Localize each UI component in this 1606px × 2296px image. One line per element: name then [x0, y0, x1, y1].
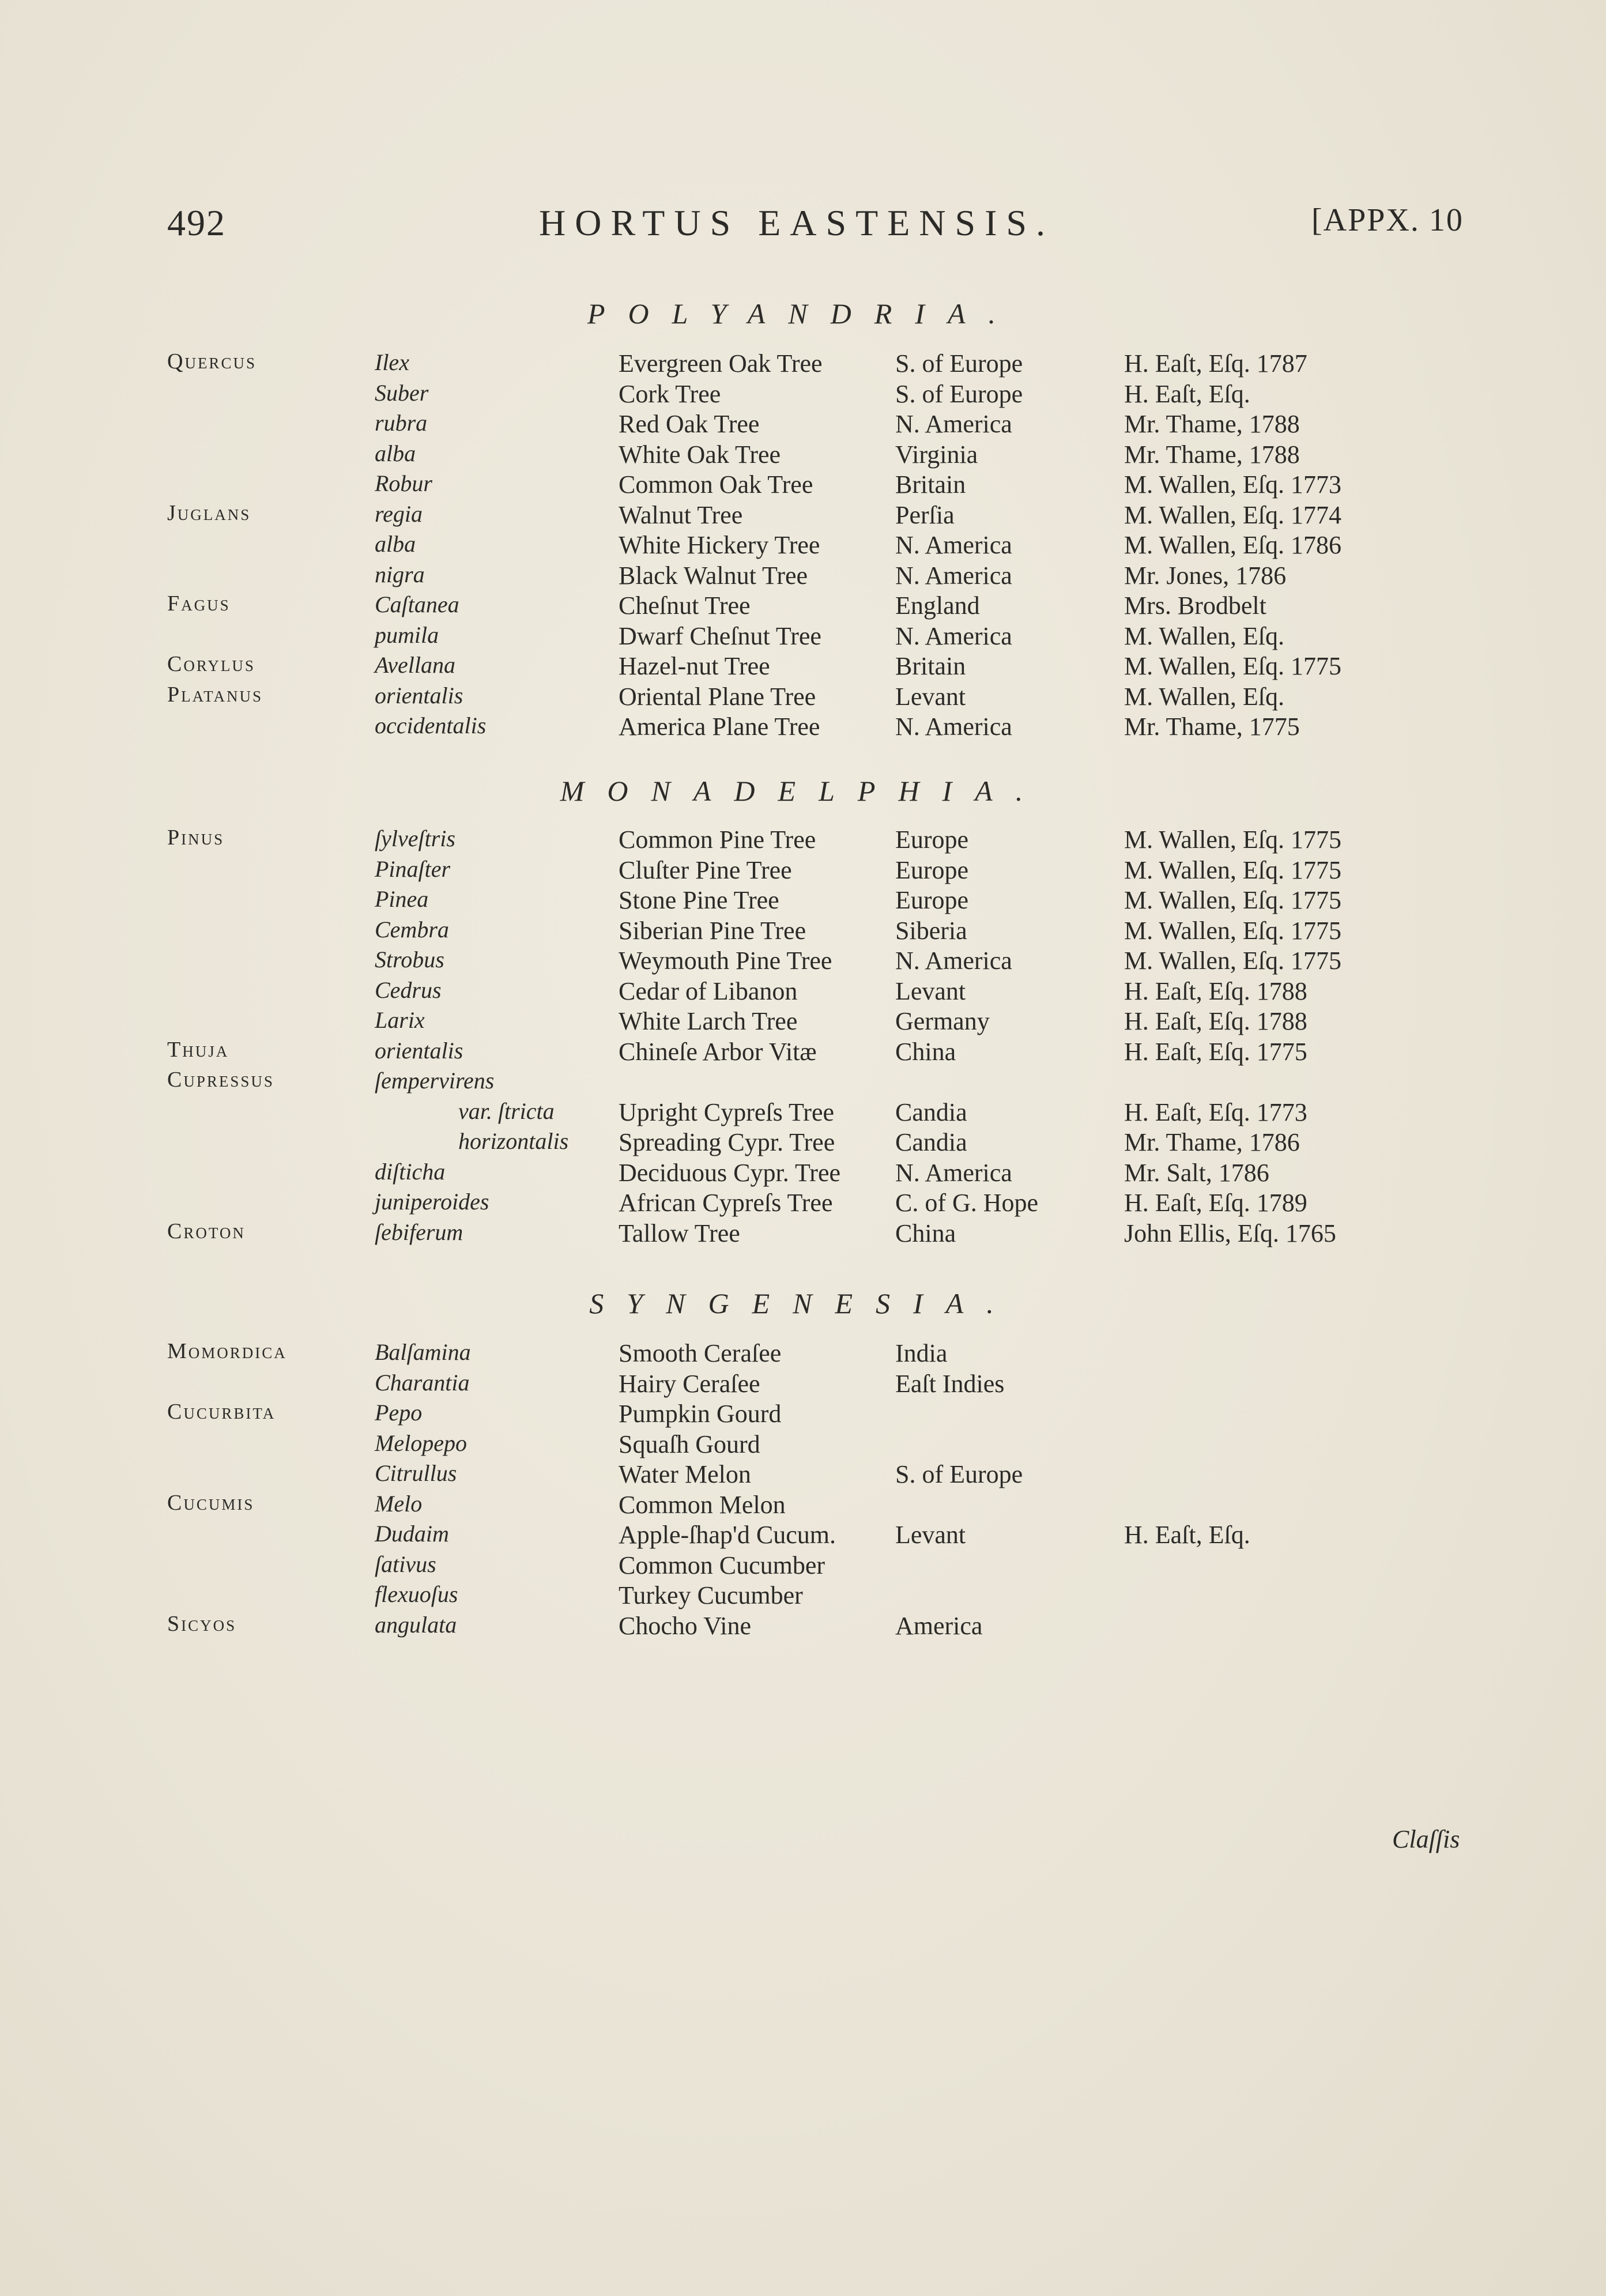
common-name: Cheſnut Tree — [619, 591, 751, 620]
native-region: India — [895, 1339, 948, 1367]
list-item — [0, 530, 1606, 561]
genus-name: Sicyos — [167, 1612, 237, 1636]
list-item — [0, 1430, 1606, 1460]
native-region: N. America — [895, 561, 1012, 590]
introduced-by: H. Eaſt, Eſq. 1788 — [1124, 1007, 1307, 1035]
list-item — [0, 440, 1606, 470]
list-item — [0, 349, 1606, 379]
common-name: Common Cucumber — [619, 1551, 825, 1579]
species-name: Pinea — [375, 886, 429, 912]
species-name: juniperoides — [375, 1189, 489, 1215]
native-region: S. of Europe — [895, 349, 1023, 378]
list-item — [0, 885, 1606, 916]
genus-name: Cupressus — [167, 1068, 274, 1092]
list-item — [0, 1611, 1606, 1642]
species-name: Pepo — [375, 1400, 423, 1426]
common-name: Tallow Tree — [619, 1219, 740, 1247]
species-name: Strobus — [375, 947, 444, 972]
species-name: flexuoſus — [375, 1581, 458, 1607]
list-item — [0, 1460, 1606, 1490]
species-name: var. ſtricta — [458, 1098, 555, 1124]
common-name: Deciduous Cypr. Tree — [619, 1159, 840, 1187]
common-name: America Plane Tree — [619, 712, 820, 741]
native-region: N. America — [895, 712, 1012, 741]
list-item — [0, 712, 1606, 742]
species-name: Citrullus — [375, 1460, 457, 1486]
species-name: Melopepo — [375, 1430, 467, 1456]
species-name: ſylveſtris — [375, 825, 455, 851]
common-name: Chocho Vine — [619, 1612, 751, 1640]
native-region: C. of G. Hope — [895, 1189, 1039, 1217]
species-name: regia — [375, 501, 423, 527]
list-item — [0, 682, 1606, 712]
native-region: Europe — [895, 856, 969, 884]
page-number: 492 — [167, 202, 226, 243]
list-item — [0, 1520, 1606, 1551]
genus-name: Platanus — [167, 683, 263, 707]
class-heading-monadelphia: MONADELPHIA. — [560, 775, 1046, 807]
species-name: occidentalis — [375, 712, 487, 738]
common-name: Hairy Ceraſee — [619, 1370, 760, 1398]
common-name: Pumpkin Gourd — [619, 1400, 782, 1428]
native-region: Europe — [895, 886, 969, 914]
genus-name: Quercus — [167, 349, 257, 374]
list-item — [0, 409, 1606, 440]
list-item — [0, 561, 1606, 591]
genus-name: Thuja — [167, 1038, 229, 1062]
species-name: Balſamina — [375, 1339, 471, 1365]
common-name: Smooth Ceraſee — [619, 1339, 782, 1367]
introduced-by: M. Wallen, Eſq. 1775 — [1124, 825, 1341, 854]
species-name: alba — [375, 531, 416, 557]
common-name: Chineſe Arbor Vitæ — [619, 1038, 817, 1066]
genus-name: Croton — [167, 1219, 246, 1243]
native-region: China — [895, 1219, 956, 1247]
species-name: Ilex — [375, 349, 409, 375]
species-name: Melo — [375, 1491, 423, 1517]
species-name: Avellana — [375, 652, 455, 678]
species-name: Caſtanea — [375, 591, 459, 617]
common-name: Upright Cypreſs Tree — [619, 1098, 834, 1126]
common-name: Common Pine Tree — [619, 825, 816, 854]
list-item — [0, 1128, 1606, 1158]
common-name: Cedar of Libanon — [619, 977, 798, 1005]
species-name: Larix — [375, 1007, 425, 1033]
common-name: Cork Tree — [619, 380, 721, 408]
species-name: Pinaſter — [375, 856, 451, 882]
list-item — [0, 379, 1606, 410]
class-heading-polyandria: POLYANDRIA. — [587, 297, 1019, 330]
introduced-by: Mr. Thame, 1786 — [1124, 1128, 1300, 1156]
native-region: N. America — [895, 1159, 1012, 1187]
native-region: S. of Europe — [895, 1460, 1023, 1488]
introduced-by: M. Wallen, Eſq. 1775 — [1124, 652, 1341, 680]
introduced-by: John Ellis, Eſq. 1765 — [1124, 1219, 1336, 1247]
native-region: Siberia — [895, 917, 967, 945]
list-item — [0, 591, 1606, 621]
native-region: Europe — [895, 825, 969, 854]
common-name: Stone Pine Tree — [619, 886, 779, 914]
genus-name: Corylus — [167, 652, 255, 676]
introduced-by: H. Eaſt, Eſq. 1773 — [1124, 1098, 1307, 1126]
common-name: Squaſh Gourd — [619, 1430, 760, 1458]
list-item — [0, 1219, 1606, 1249]
introduced-by: Mr. Thame, 1788 — [1124, 440, 1300, 469]
genus-name: Cucumis — [167, 1491, 255, 1515]
list-item — [0, 1037, 1606, 1068]
native-region: China — [895, 1038, 956, 1066]
list-item — [0, 1188, 1606, 1219]
species-name: Robur — [375, 470, 432, 496]
list-item — [0, 1158, 1606, 1189]
native-region: S. of Europe — [895, 380, 1023, 408]
list-item — [0, 977, 1606, 1007]
introduced-by: M. Wallen, Eſq. 1773 — [1124, 470, 1341, 499]
species-name: ſempervirens — [375, 1068, 495, 1094]
species-name: ſativus — [375, 1551, 436, 1577]
list-item — [0, 1399, 1606, 1430]
list-item — [0, 916, 1606, 947]
list-item — [0, 946, 1606, 977]
species-name: pumila — [375, 622, 439, 648]
appendix-reference: [APPX. 10 — [1311, 202, 1464, 238]
introduced-by: H. Eaſt, Eſq. 1787 — [1124, 349, 1307, 378]
native-region: Britain — [895, 470, 966, 499]
species-name: orientalis — [375, 683, 463, 708]
native-region: Germany — [895, 1007, 990, 1035]
common-name: White Oak Tree — [619, 440, 781, 469]
list-item — [0, 651, 1606, 682]
native-region: Virginia — [895, 440, 978, 469]
species-name: Charantia — [375, 1370, 470, 1396]
native-region: Perſia — [895, 501, 955, 529]
native-region: N. America — [895, 622, 1012, 650]
species-name: ſebiferum — [375, 1219, 463, 1245]
genus-name: Pinus — [167, 825, 225, 850]
native-region: Candia — [895, 1098, 967, 1126]
common-name: Hazel-nut Tree — [619, 652, 770, 680]
species-name: orientalis — [375, 1038, 463, 1064]
native-region: N. America — [895, 410, 1012, 438]
common-name: Evergreen Oak Tree — [619, 349, 823, 378]
species-name: alba — [375, 440, 416, 466]
introduced-by: Mrs. Brodbelt — [1124, 591, 1266, 620]
species-name: Cedrus — [375, 977, 442, 1003]
introduced-by: M. Wallen, Eſq. 1775 — [1124, 856, 1341, 884]
species-name: Dudaim — [375, 1521, 449, 1547]
list-item — [0, 1006, 1606, 1037]
catchword: Claſſis — [1392, 1825, 1460, 1853]
species-name: diſticha — [375, 1159, 446, 1185]
common-name: Red Oak Tree — [619, 410, 760, 438]
introduced-by: H. Eaſt, Eſq. 1775 — [1124, 1038, 1307, 1066]
list-item — [0, 621, 1606, 652]
introduced-by: Mr. Thame, 1788 — [1124, 410, 1300, 438]
page-title: HORTUS EASTENSIS. — [539, 202, 1054, 243]
list-item — [0, 500, 1606, 531]
species-name: Suber — [375, 380, 429, 406]
introduced-by: M. Wallen, Eſq. 1775 — [1124, 917, 1341, 945]
common-name: African Cypreſs Tree — [619, 1189, 833, 1217]
common-name: Cluſter Pine Tree — [619, 856, 792, 884]
introduced-by: Mr. Salt, 1786 — [1124, 1159, 1269, 1187]
species-name: nigra — [375, 561, 425, 587]
list-item — [0, 1581, 1606, 1611]
introduced-by: M. Wallen, Eſq. 1786 — [1124, 531, 1341, 559]
native-region: Levant — [895, 1521, 966, 1549]
introduced-by: M. Wallen, Eſq. 1775 — [1124, 886, 1341, 914]
common-name: White Larch Tree — [619, 1007, 798, 1035]
species-name: rubra — [375, 410, 428, 436]
list-item — [0, 1067, 1606, 1098]
genus-name: Fagus — [167, 591, 231, 616]
native-region: Levant — [895, 977, 966, 1005]
native-region: N. America — [895, 531, 1012, 559]
introduced-by: M. Wallen, Eſq. 1775 — [1124, 947, 1341, 975]
native-region: America — [895, 1612, 983, 1640]
introduced-by: H. Eaſt, Eſq. — [1124, 380, 1250, 408]
running-head — [0, 202, 1606, 254]
list-item — [0, 855, 1606, 886]
native-region: Candia — [895, 1128, 967, 1156]
introduced-by: H. Eaſt, Eſq. — [1124, 1521, 1250, 1549]
common-name: Weymouth Pine Tree — [619, 947, 832, 975]
genus-name: Momordica — [167, 1339, 287, 1363]
list-item — [0, 1339, 1606, 1369]
common-name: Walnut Tree — [619, 501, 743, 529]
common-name: Common Oak Tree — [619, 470, 813, 499]
species-name: angulata — [375, 1612, 457, 1638]
common-name: Oriental Plane Tree — [619, 683, 816, 711]
introduced-by: Mr. Thame, 1775 — [1124, 712, 1300, 741]
list-item — [0, 825, 1606, 855]
common-name: Turkey Cucumber — [619, 1581, 803, 1609]
common-name: Water Melon — [619, 1460, 751, 1488]
introduced-by: Mr. Jones, 1786 — [1124, 561, 1287, 590]
native-region: England — [895, 591, 980, 620]
native-region: N. America — [895, 947, 1012, 975]
native-region: Levant — [895, 683, 966, 711]
genus-name: Cucurbita — [167, 1400, 276, 1424]
list-item — [0, 1098, 1606, 1128]
common-name: Siberian Pine Tree — [619, 917, 806, 945]
common-name: Common Melon — [619, 1491, 786, 1519]
introduced-by: M. Wallen, Eſq. 1774 — [1124, 501, 1341, 529]
common-name: Spreading Cypr. Tree — [619, 1128, 835, 1156]
introduced-by: M. Wallen, Eſq. — [1124, 622, 1284, 650]
native-region: Eaſt Indies — [895, 1370, 1005, 1398]
introduced-by: M. Wallen, Eſq. — [1124, 683, 1284, 711]
common-name: White Hickery Tree — [619, 531, 820, 559]
species-name: horizontalis — [458, 1128, 569, 1154]
genus-name: Juglans — [167, 501, 251, 525]
list-item — [0, 1551, 1606, 1581]
list-item — [0, 470, 1606, 500]
class-heading-syngenesia: SYNGENESIA. — [589, 1287, 1017, 1319]
common-name: Apple-ſhap'd Cucum. — [619, 1521, 836, 1549]
common-name: Dwarf Cheſnut Tree — [619, 622, 821, 650]
list-item — [0, 1369, 1606, 1400]
introduced-by: H. Eaſt, Eſq. 1788 — [1124, 977, 1307, 1005]
native-region: Britain — [895, 652, 966, 680]
list-item — [0, 1490, 1606, 1521]
species-name: Cembra — [375, 917, 449, 942]
introduced-by: H. Eaſt, Eſq. 1789 — [1124, 1189, 1307, 1217]
common-name: Black Walnut Tree — [619, 561, 808, 590]
